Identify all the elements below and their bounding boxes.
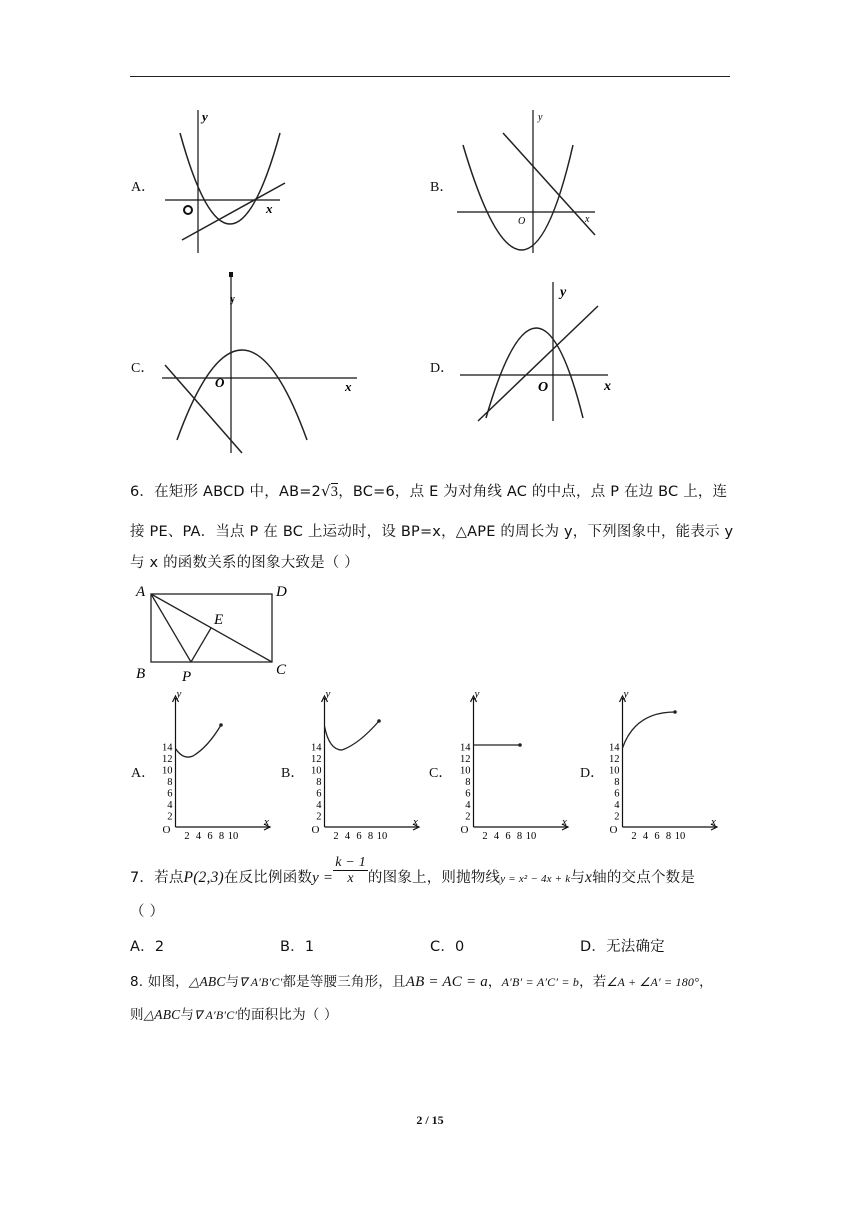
y-tick-label: 12: [311, 754, 322, 765]
q6-option-a-label: A．: [131, 766, 156, 781]
x-tick-label: 6: [356, 831, 362, 842]
q8-angle-sum: ∠A + ∠A′ = 180°: [606, 975, 700, 989]
sqrt-argument: 3: [330, 484, 339, 500]
q7-parabola: y = x² − 4x + k: [500, 872, 571, 885]
header-rule: [130, 76, 730, 77]
y-tick-label: 10: [609, 765, 620, 777]
parabola: [463, 145, 573, 250]
y-label: y: [538, 112, 543, 123]
y-tick-label: 4: [316, 800, 322, 811]
q8-t8: ，若: [579, 974, 607, 990]
x-axis-label: x: [562, 816, 567, 828]
q5-graph-d: [458, 278, 628, 423]
q8-l2-t2: 与: [180, 1007, 195, 1023]
q6-option-c-label: C．: [429, 766, 453, 781]
x-tick-label: 2: [184, 831, 190, 842]
origin-label: O: [609, 824, 618, 836]
parabola: [486, 328, 583, 418]
x-axis-label: x: [264, 816, 269, 828]
axis-top-mark: [229, 272, 233, 277]
origin-label: O: [518, 216, 526, 227]
y-tick-label: 10: [311, 765, 322, 777]
y-tick-label: 4: [167, 800, 173, 811]
q5-option-d-label: D．: [430, 361, 455, 376]
y-tick-label: 14: [162, 742, 173, 754]
q8-t6: ，: [487, 974, 502, 990]
x-tick-label: 10: [227, 831, 239, 842]
q6-stem-line1: [130, 480, 727, 501]
x-tick-label: 4: [195, 831, 202, 842]
y-tick-label: 8: [316, 777, 322, 788]
x-tick-label: 4: [344, 831, 351, 842]
parabola: [177, 350, 307, 440]
x-tick-label: 8: [516, 831, 523, 842]
q7-prefix: 7．若点: [130, 869, 184, 886]
x-label: x: [585, 214, 590, 225]
label-c: C: [276, 662, 287, 678]
q7-point: P(2,3): [183, 868, 224, 886]
sqrt-icon: √: [321, 482, 331, 500]
q5-option-b-label: B．: [430, 180, 454, 195]
y-tick-label: 2: [167, 811, 173, 823]
q6-rectangle-figure: [130, 580, 300, 685]
q7-stem-line1: [130, 855, 695, 895]
x-tick-label: 6: [505, 831, 511, 842]
q7-suffix: 轴的交点个数是: [592, 869, 696, 886]
endpoint-dot: [518, 743, 522, 747]
x-tick-label: 8: [665, 831, 672, 842]
origin-label: O: [460, 824, 469, 836]
q5-graph-b: [455, 105, 605, 255]
y-tick-label: 12: [609, 754, 620, 765]
q6-stem-part-b: ，BC=6，点 E 为对角线 AC 的中点，点 P 在边 BC 上，连: [338, 484, 728, 500]
q7-fraction: [333, 855, 368, 886]
y-tick-label: 6: [614, 788, 620, 800]
y-tick-label: 6: [167, 788, 173, 800]
x-tick-label: 4: [493, 831, 500, 842]
q5-graph-a: [160, 105, 290, 257]
diagonal-ac: [151, 594, 272, 662]
q6-graph-c: [456, 692, 576, 842]
q8-l2-t0: 则: [130, 1007, 144, 1023]
y-tick-label: 8: [167, 777, 173, 788]
q5-option-a-label: A．: [131, 180, 156, 195]
q8-t2: 与: [225, 974, 240, 990]
y-tick-label: 2: [316, 811, 322, 823]
label-p: P: [182, 669, 192, 685]
y-tick-label: 2: [465, 811, 471, 823]
endpoint-dot: [377, 719, 381, 723]
x-tick-label: 4: [642, 831, 649, 842]
x-tick-label: 10: [525, 831, 537, 842]
x-label: x: [604, 379, 611, 394]
q8-eq-b: A′B′ = A′C′ = b: [501, 975, 580, 989]
x-tick-label: 10: [376, 831, 388, 842]
q8-t0: 8. 如图，: [130, 974, 189, 990]
q8-stem-line1: [130, 970, 713, 991]
label-b: B: [136, 666, 146, 682]
q7-x-variable: x: [585, 868, 593, 886]
parabola: [180, 133, 280, 224]
y-tick-label: 6: [316, 788, 322, 800]
y-tick-label: 4: [614, 800, 620, 811]
y-tick-label: 8: [614, 777, 620, 788]
q7-choice-a: A．2: [130, 939, 165, 955]
q7-choice-b: B．1: [280, 939, 315, 955]
y-label: y: [560, 285, 567, 300]
origin-label: O: [538, 380, 549, 395]
label-d: D: [276, 584, 287, 600]
q6-option-b-label: B．: [281, 766, 305, 781]
y-tick-label: 10: [460, 765, 471, 777]
y-label: y: [230, 294, 235, 305]
fraction-numerator: k − 1: [335, 855, 366, 870]
y-tick-label: 12: [162, 754, 173, 765]
x-label: x: [266, 201, 273, 216]
q8-t10: ，: [699, 974, 713, 990]
x-tick-label: 6: [207, 831, 213, 842]
y-tick-label: 10: [162, 765, 173, 777]
x-label: x: [345, 379, 352, 394]
q7-answer-paren: （ ）: [130, 904, 165, 920]
x-axis-label: x: [711, 816, 716, 828]
q6-option-d-label: D．: [580, 766, 605, 781]
q6-graph-a: [158, 692, 278, 842]
q8-eq-a: AB = AC = a: [405, 974, 488, 990]
q8-l2-triangle-prime: ∇ A′B′C′: [194, 1008, 238, 1022]
y-tick-label: 14: [460, 742, 471, 754]
q6-stem-line3: 与 x 的函数关系的图象大致是（ ）: [130, 555, 360, 571]
x-tick-label: 6: [654, 831, 660, 842]
segment-pa: [151, 594, 191, 662]
origin-mark: [184, 206, 192, 214]
y-tick-label: 14: [311, 742, 322, 754]
y-tick-label: 12: [460, 754, 471, 765]
q5-graph-c: [162, 270, 362, 455]
y-tick-label: 4: [465, 800, 471, 811]
y-tick-label: 2: [614, 811, 620, 823]
q5-option-c-label: C．: [131, 361, 155, 376]
segment-pe: [191, 628, 211, 662]
q7-function-lhs: y =: [312, 869, 334, 886]
x-tick-label: 8: [218, 831, 225, 842]
x-tick-label: 2: [482, 831, 488, 842]
origin-label: O: [162, 824, 171, 836]
function-curve: [325, 721, 380, 750]
q8-triangle-abc: △ABC: [188, 974, 226, 989]
q7-choice-d: D．无法确定: [580, 939, 665, 955]
q7-mid2: 的图象上，则抛物线: [367, 869, 501, 886]
y-label: y: [202, 109, 208, 124]
endpoint-dot: [673, 710, 677, 714]
q8-l2-triangle-abc: △ABC: [143, 1007, 181, 1022]
function-curve: [176, 725, 222, 757]
q7-mid1: 在反比例函数: [223, 869, 313, 886]
y-axis-label: y: [325, 692, 331, 700]
q8-t4: 都是等腰三角形，且: [282, 974, 406, 990]
x-tick-label: 2: [631, 831, 637, 842]
y-tick-label: 8: [465, 777, 471, 788]
x-tick-label: 10: [674, 831, 686, 842]
q6-stem-line2: 接 PE、PA．当点 P 在 BC 上运动时，设 BP=x，△APE 的周长为 y，下列图象中，能表示 y: [130, 524, 734, 540]
y-axis-label: y: [623, 692, 629, 700]
q8-l2-t4: 的面积比为（ ）: [237, 1007, 338, 1023]
q8-stem-line2: [130, 1003, 338, 1023]
y-tick-label: 14: [609, 742, 620, 754]
y-tick-label: 6: [465, 788, 471, 800]
page-number: 2 / 15: [416, 1113, 444, 1127]
q7-choice-c: C．0: [430, 939, 465, 955]
x-axis-label: x: [413, 816, 418, 828]
x-tick-label: 2: [333, 831, 339, 842]
label-e: E: [214, 612, 224, 628]
q6-graph-d: [605, 692, 725, 842]
q8-triangle-prime: ∇ A′B′C′: [239, 975, 283, 989]
origin-label: O: [215, 375, 225, 390]
line: [503, 133, 595, 235]
endpoint-dot: [219, 723, 223, 727]
q6-stem-part-a: 6．在矩形 ABCD 中，AB=2: [130, 484, 321, 500]
y-axis-label: y: [474, 692, 480, 700]
fraction-denominator: x: [347, 871, 354, 886]
function-curve: [623, 712, 676, 748]
x-tick-label: 8: [367, 831, 374, 842]
y-axis-label: y: [176, 692, 182, 700]
origin-label: O: [311, 824, 320, 836]
label-a: A: [136, 584, 146, 600]
q7-mid3: 与: [570, 869, 586, 886]
q6-graph-b: [307, 692, 427, 842]
